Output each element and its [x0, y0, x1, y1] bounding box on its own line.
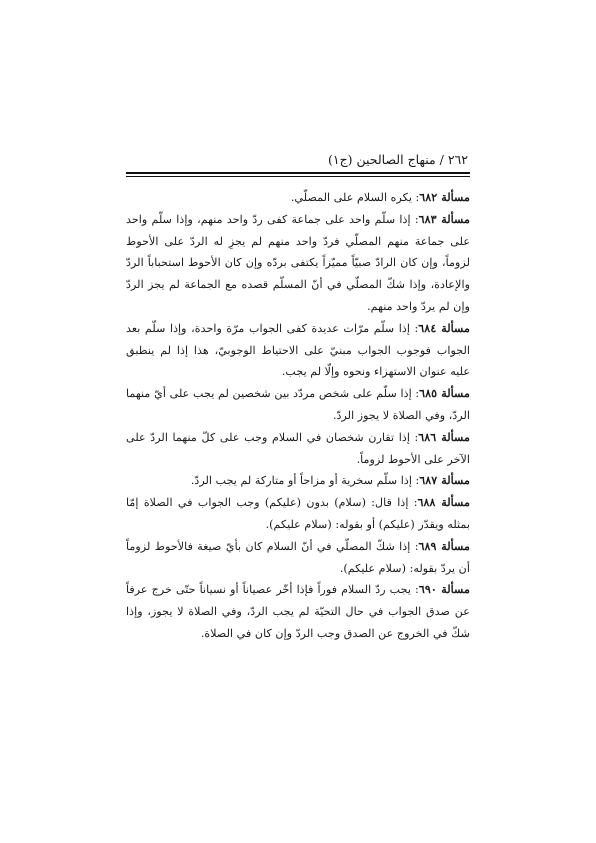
entry-text: : يجب ردّ السلام فوراً فإذا أخّر عصياناً أو نسياناً حتّى خرج عرفاً عن صدق الجواب في حال التحيّة لم يجب الردّ، وفي الصلاة لا يجوز، وإذا شكّ في الخروج عن الصدق وجب الردّ وإن كان في الصلاة. — [126, 583, 470, 640]
entry-685 — [126, 383, 470, 427]
entry-683 — [126, 209, 470, 318]
entry-text: : إذا سلّم سخرية أو مزاحاً أو متاركة لم يجب الردّ. — [190, 474, 420, 488]
entry-text: : إذا شكّ المصلّي في أنّ السلام كان بأيّ صيغة فالأحوط لزوماً أن يردّ بقوله: (سلام عليكم). — [126, 539, 470, 575]
entry-text: : إذا سلّم مرّات عديدة كفى الجواب مرّة واحدة، وإذا سلّم بعد الجواب فوجوب الجواب مبنيّ على الاحتياط الوجوبيّ، هذا إذا لم ينطبق عليه عنوان الاستهزاء ونحوه وإلّا لم يجب. — [126, 321, 470, 379]
page-body — [126, 187, 470, 645]
header-rule-thick — [126, 172, 470, 174]
entry-label: مسألة ٦٨٥ — [419, 386, 470, 401]
entry-label: مسألة ٦٨٧ — [419, 473, 470, 488]
entry-label: مسألة ٦٨٤ — [418, 320, 470, 335]
entry-686 — [126, 427, 470, 471]
entry-text: : إذا تقارن شخصان في السلام وجب على كلّ منهما الردّ على الآخر على الأحوط لزوماً. — [126, 430, 470, 466]
entry-text: : إذا قال: (سلام) بدون (عليكم) وجب الجواب في الصلاة إمّا بمثله ويقدّر (عليكم) أو بقوله: (سلام عليكم). — [126, 496, 470, 531]
entry-682 — [126, 187, 470, 209]
entry-687 — [126, 470, 470, 492]
entry-label: مسألة ٦٨٦ — [418, 429, 470, 444]
entry-label: مسألة ٦٨٩ — [418, 538, 471, 553]
entry-label: مسألة ٦٨٣ — [418, 211, 470, 226]
entry-label: مسألة ٦٨٨ — [417, 495, 470, 510]
entry-688 — [126, 492, 470, 536]
header-rule-thin — [126, 176, 470, 177]
entry-text: : إذا سلّم واحد على جماعة كفى ردّ واحد منهم، وإذا سلّم واحد على جماعة منهم المصلّي فردّ واحد منهم لم يجزِ له الردّ على الأحوط لزوماً، وإن كان الرادّ صبيّاً مميّزاً يكتفى بردّه وإن كان الأحوط استحباباً الردّ والإعادة، وإذا شكّ المصلّي في أنّ المسلّم قصده مع الجماعة لم يجز الردّ وإن لم يردّ واحد منهم. — [126, 212, 470, 313]
entry-label: مسألة ٦٨٢ — [419, 190, 470, 204]
entry-text: : إذا سلّم على شخص مردّد بين شخصين لم يجب على أيّ منهما الردّ، وفي الصلاة لا يجوز الردّ. — [126, 387, 470, 422]
entry-text: : يكره السلام على المصلّي. — [290, 191, 420, 204]
entry-689 — [126, 536, 470, 580]
running-header: ٢٦٢ / منهاج الصالحين (ج١) — [327, 152, 468, 167]
book-page — [126, 152, 470, 645]
entry-684 — [126, 318, 470, 383]
entry-label: مسألة ٦٩٠ — [418, 582, 471, 597]
entry-690 — [126, 579, 470, 644]
